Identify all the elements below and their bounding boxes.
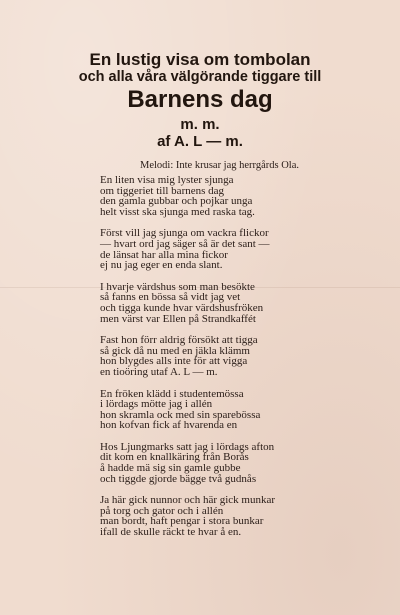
verse-line: om tiggeriet till barnens dag: [100, 184, 225, 197]
verse-line: den gamla gubbar och pojkar unga: [100, 195, 253, 208]
melody-note: Melodi: Inte krusar jag herrgårds Ola.: [140, 160, 300, 171]
verse-line: Fast hon förr aldrig försökt att tigga: [100, 334, 258, 347]
stanza-7: [100, 495, 340, 537]
verse-line: helt visst ska sjunga med raska tag.: [100, 205, 255, 218]
stanza-3: [100, 282, 340, 324]
verse-line: å hadde mä sig sin gamle gubbe: [100, 462, 241, 475]
verse-line: så gick då nu med en jäkla klämm: [100, 344, 250, 357]
verse-line: ifall de skulle räckt te hvar å en.: [100, 526, 242, 539]
stanza-6: [100, 442, 340, 484]
verse-line: på torg och gator och i allén: [100, 504, 224, 517]
verse-line: i lördags mötte jag i allén: [100, 398, 213, 411]
stanza-4: [100, 335, 340, 377]
title-line-4: m. m.: [180, 116, 220, 133]
verse-line: En fröken klädd i studentemössa: [100, 387, 244, 400]
verse-line: dit kom en knallkäring från Borås: [100, 451, 249, 464]
stanza-5: [100, 389, 340, 431]
verse-line: och tiggde gjorde bägge två gudnås: [100, 472, 257, 485]
title-block: [0, 50, 400, 150]
author-line: af A. L — m.: [157, 133, 243, 150]
title-line-2: och alla våra välgörande tiggare till: [78, 69, 322, 85]
title-line-1: En lustig visa om tombolan: [89, 50, 311, 69]
verse-line: Ja här gick nunnor och här gick munkar: [100, 494, 276, 507]
verse-line: hon blygdes alls inte för att vigga: [100, 355, 248, 368]
stanza-1: [100, 175, 340, 217]
verse-line: ej nu jag eger en enda slant.: [100, 259, 223, 272]
verse-line: I hvarje värdshus som man besökte: [100, 280, 255, 293]
verse-line: Först vill jag sjunga om vackra flickor: [100, 227, 269, 240]
verse-line: Hos Ljungmarks satt jag i lördags afton: [100, 440, 275, 453]
verse-line: en tioöring utaf A. L — m.: [100, 365, 218, 378]
stanza-2: [100, 228, 340, 270]
poem-body: [100, 175, 340, 549]
verse-line: En liten visa mig lyster sjunga: [100, 174, 234, 186]
title-main: Barnens dag: [127, 86, 273, 113]
verse-line: hon kofvan fick af hvarenda en: [100, 419, 238, 432]
verse-line: så fanns en bössa så vidt jag vet: [100, 291, 241, 304]
verse-line: men värst var Ellen på Strandkaffét: [100, 312, 256, 325]
verse-line: hon skramla ock med sin sparebössa: [100, 408, 261, 421]
verse-line: man bordt, haft pengar i stora bunkar: [100, 515, 264, 528]
verse-line: — hvart ord jag säger så är det sant —: [100, 237, 270, 250]
verse-line: och tigga kunde hvar värdshusfröken: [100, 301, 264, 314]
verse-line: de länsat har alla mina fickor: [100, 248, 228, 261]
